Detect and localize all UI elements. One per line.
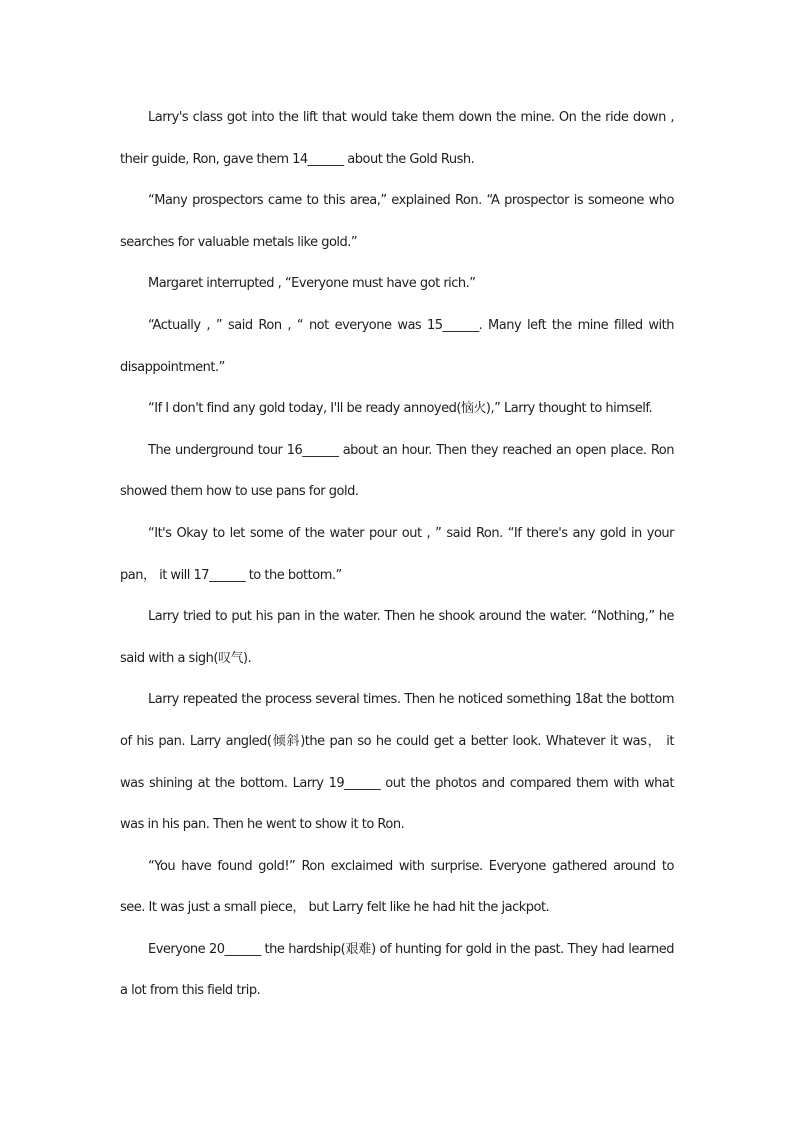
- paragraph-11: Everyone 20______ the hardship(艰难) of hunting for gold in the past. They had learned a lot from this field trip.: [120, 941, 674, 999]
- paragraph-3: Margaret interrupted , “Everyone must have got rich.”: [148, 276, 476, 292]
- passage-body: [120, 97, 674, 1012]
- paragraph-1: Larry's class got into the lift that would take them down the mine. On the ride down , their guide, Ron, gave them 14______ about the Gold Rush.: [120, 110, 674, 167]
- paragraph-9: Larry repeated the process several times. Then he noticed something 18at the bottom of his pan. Larry angled(倾斜)the pan so he could get a better look. Whatever it was， it was shining at the bottom. Larry 19______ out the photos and compared them with what was in his pan. Then he went to show it to Ron.: [120, 692, 674, 833]
- paragraph-6: The underground tour 16______ about an hour. Then they reached an open place. Ron showed them how to use pans for gold.: [120, 442, 674, 500]
- paragraph-4: “Actually , ” said Ron , “ not everyone was 15______. Many left the mine filled with disappointment.”: [120, 317, 674, 375]
- paragraph-8: Larry tried to put his pan in the water. Then he shook around the water. “Nothing,” he said with a sigh(叹气).: [120, 609, 674, 666]
- paragraph-10: “You have found gold!” Ron exclaimed with surprise. Everyone gathered around to see. It was just a small piece， but Larry felt like he had hit the jackpot.: [120, 858, 674, 916]
- paragraph-5: “If I don't find any gold today, I'll be ready annoyed(恼火),” Larry thought to himself.: [148, 401, 653, 417]
- paragraph-7: “It's Okay to let some of the water pour out , ” said Ron. “If there's any gold in your pan， it will 17______ to the bottom.”: [120, 525, 674, 583]
- paragraph-2: “Many prospectors came to this area,” explained Ron. “A prospector is someone who searches for valuable metals like gold.”: [120, 193, 674, 250]
